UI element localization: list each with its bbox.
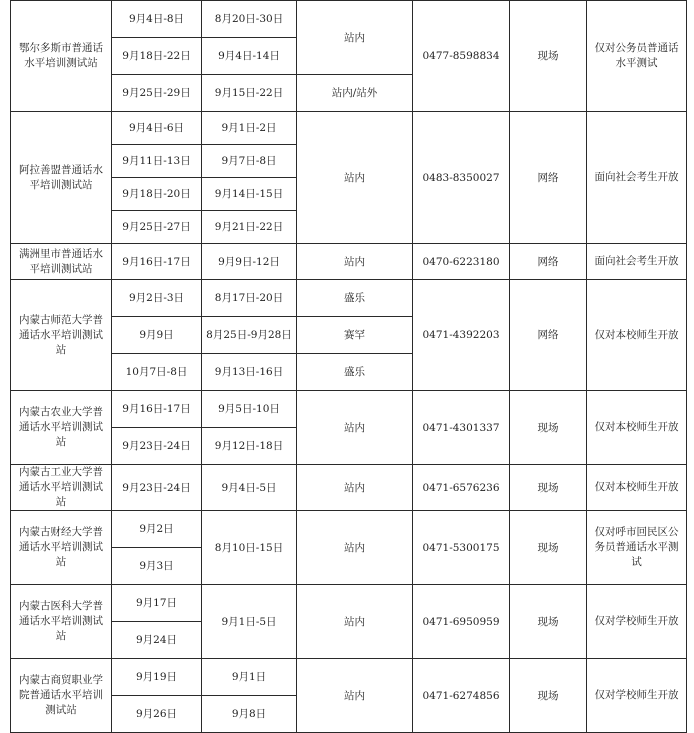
test-location: 站内 <box>297 465 413 511</box>
station-name: 内蒙古财经大学普通话水平培训测试站 <box>11 511 112 585</box>
registration-date: 9月9日 <box>112 317 202 354</box>
test-date: 9月4日-14日 <box>202 38 297 75</box>
registration-date: 9月4日-6日 <box>112 112 202 145</box>
test-date: 8月17日-20日 <box>202 280 297 317</box>
open-scope: 仅对呼市回民区公务员普通话水平测试 <box>587 511 687 585</box>
test-date: 8月10日-15日 <box>202 511 297 585</box>
table-row <box>11 1 687 38</box>
registration-date: 9月17日 <box>112 585 202 622</box>
open-scope: 面向社会考生开放 <box>587 244 687 280</box>
registration-date: 9月2日-3日 <box>112 280 202 317</box>
table-row <box>11 280 687 317</box>
registration-date: 9月23日-24日 <box>112 465 202 511</box>
registration-mode: 现场 <box>510 659 587 733</box>
station-name: 鄂尔多斯市普通话水平培训测试站 <box>11 1 112 112</box>
table-row <box>11 465 687 511</box>
test-location: 站内 <box>297 511 413 585</box>
registration-date: 9月19日 <box>112 659 202 696</box>
schedule-table <box>10 0 687 733</box>
test-location: 站内/站外 <box>297 75 413 112</box>
registration-mode: 现场 <box>510 511 587 585</box>
registration-date: 9月26日 <box>112 696 202 733</box>
registration-mode: 现场 <box>510 465 587 511</box>
registration-date: 9月16日-17日 <box>112 244 202 280</box>
station-name: 内蒙古商贸职业学院普通话水平培训测试站 <box>11 659 112 733</box>
registration-mode: 现场 <box>510 585 587 659</box>
station-name: 内蒙古农业大学普通话水平培训测试站 <box>11 391 112 465</box>
registration-date: 9月24日 <box>112 622 202 659</box>
registration-date: 9月3日 <box>112 548 202 585</box>
contact-phone: 0470-6223180 <box>413 244 510 280</box>
registration-mode: 网络 <box>510 112 587 244</box>
station-name: 内蒙古医科大学普通话水平培训测试站 <box>11 585 112 659</box>
open-scope: 仅对本校师生开放 <box>587 465 687 511</box>
contact-phone: 0471-4301337 <box>413 391 510 465</box>
open-scope: 仅对公务员普通话水平测试 <box>587 1 687 112</box>
contact-phone: 0471-4392203 <box>413 280 510 391</box>
table-row <box>11 659 687 696</box>
test-date: 9月8日 <box>202 696 297 733</box>
open-scope: 仅对学校师生开放 <box>587 585 687 659</box>
registration-date: 9月18日-20日 <box>112 178 202 211</box>
registration-date: 9月25日-27日 <box>112 211 202 244</box>
test-date: 9月1日-2日 <box>202 112 297 145</box>
open-scope: 仅对学校师生开放 <box>587 659 687 733</box>
test-date: 8月25日-9月28日 <box>202 317 297 354</box>
registration-mode: 现场 <box>510 1 587 112</box>
test-location: 盛乐 <box>297 354 413 391</box>
test-date: 9月1日 <box>202 659 297 696</box>
registration-date: 9月18日-22日 <box>112 38 202 75</box>
contact-phone: 0471-5300175 <box>413 511 510 585</box>
open-scope: 面向社会考生开放 <box>587 112 687 244</box>
station-name: 内蒙古工业大学普通话水平培训测试站 <box>11 465 112 511</box>
registration-mode: 网络 <box>510 280 587 391</box>
table-row <box>11 112 687 145</box>
test-date: 9月7日-8日 <box>202 145 297 178</box>
test-location: 站内 <box>297 244 413 280</box>
table-row <box>11 244 687 280</box>
test-date: 9月1日-5日 <box>202 585 297 659</box>
test-date: 9月9日-12日 <box>202 244 297 280</box>
contact-phone: 0477-8598834 <box>413 1 510 112</box>
registration-date: 9月23日-24日 <box>112 428 202 465</box>
registration-date: 9月11日-13日 <box>112 145 202 178</box>
test-location: 站内 <box>297 1 413 75</box>
contact-phone: 0471-6274856 <box>413 659 510 733</box>
test-date: 9月14日-15日 <box>202 178 297 211</box>
test-location: 赛罕 <box>297 317 413 354</box>
test-location: 站内 <box>297 391 413 465</box>
open-scope: 仅对本校师生开放 <box>587 280 687 391</box>
test-date: 9月12日-18日 <box>202 428 297 465</box>
station-name: 内蒙古师范大学普通话水平培训测试站 <box>11 280 112 391</box>
test-location: 站内 <box>297 585 413 659</box>
test-location: 站内 <box>297 112 413 244</box>
table-row <box>11 391 687 428</box>
open-scope: 仅对本校师生开放 <box>587 391 687 465</box>
contact-phone: 0471-6576236 <box>413 465 510 511</box>
registration-date: 10月7日-8日 <box>112 354 202 391</box>
test-date: 9月21日-22日 <box>202 211 297 244</box>
test-date: 8月20日-30日 <box>202 1 297 38</box>
test-date: 9月13日-16日 <box>202 354 297 391</box>
station-name: 阿拉善盟普通话水平培训测试站 <box>11 112 112 244</box>
test-location: 站内 <box>297 659 413 733</box>
table-row <box>11 511 687 548</box>
registration-date: 9月4日-8日 <box>112 1 202 38</box>
registration-date: 9月16日-17日 <box>112 391 202 428</box>
registration-date: 9月25日-29日 <box>112 75 202 112</box>
test-date: 9月4日-5日 <box>202 465 297 511</box>
registration-mode: 现场 <box>510 391 587 465</box>
registration-date: 9月2日 <box>112 511 202 548</box>
contact-phone: 0483-8350027 <box>413 112 510 244</box>
test-date: 9月15日-22日 <box>202 75 297 112</box>
station-name: 满洲里市普通话水平培训测试站 <box>11 244 112 280</box>
registration-mode: 网络 <box>510 244 587 280</box>
test-location: 盛乐 <box>297 280 413 317</box>
test-date: 9月5日-10日 <box>202 391 297 428</box>
contact-phone: 0471-6950959 <box>413 585 510 659</box>
table-row <box>11 585 687 622</box>
